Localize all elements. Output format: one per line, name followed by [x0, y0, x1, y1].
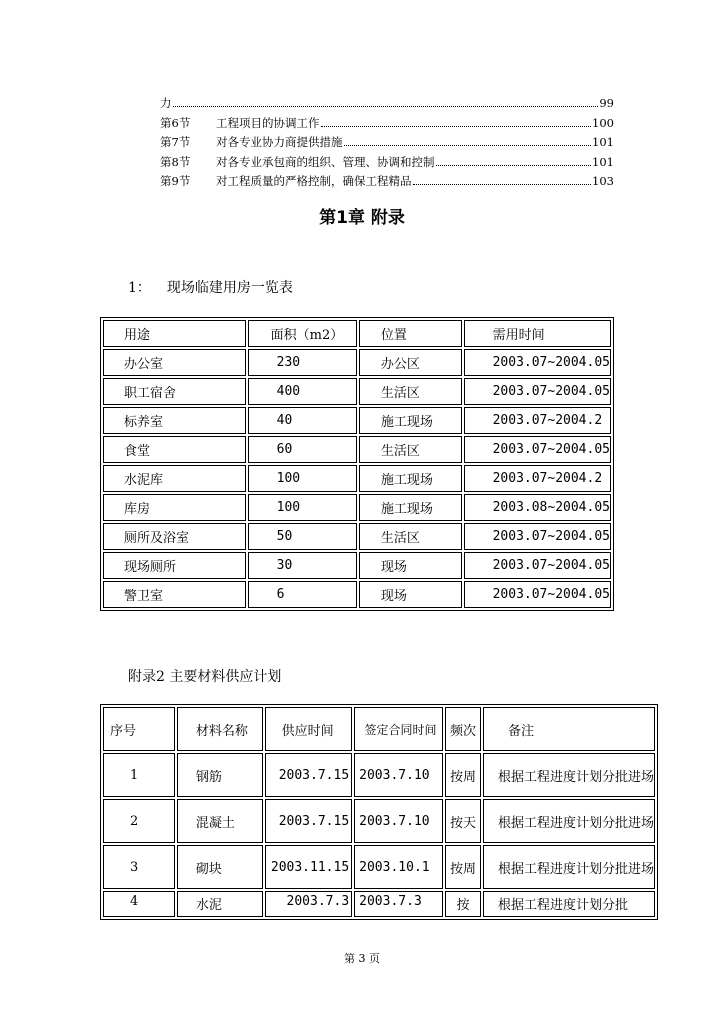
- section-title: 现场临建用房一览表: [166, 280, 293, 296]
- toc-leader-dots: [173, 105, 599, 107]
- section-number: 1：: [128, 280, 151, 296]
- toc-entry-page: 99: [599, 96, 614, 110]
- table-cell: 100: [248, 465, 357, 492]
- toc-entry-page: 101: [592, 135, 614, 149]
- table-cell: 库房: [103, 494, 246, 521]
- table-cell: 办公室: [103, 349, 246, 376]
- table-cell: 生活区: [359, 378, 462, 405]
- table-cell: 2003.07~2004.05: [464, 581, 611, 608]
- table-cell: 标养室: [103, 407, 246, 434]
- table-cell: 根据工程进度计划分批进场: [483, 799, 655, 843]
- table-cell: 根据工程进度计划分批进场: [483, 753, 655, 797]
- column-header: 面积（m2）: [248, 320, 357, 347]
- column-header: 备注: [483, 707, 655, 751]
- table-cell: 施工现场: [359, 407, 462, 434]
- column-header: 位置: [359, 320, 462, 347]
- table-header-row: [103, 320, 611, 347]
- table-cell: 2003.7.10: [354, 799, 443, 843]
- section-heading: 附录2 主要材料供应计划: [128, 669, 282, 685]
- table-cell: 50: [248, 523, 357, 550]
- table-cell: 按: [445, 891, 481, 917]
- table-row: [103, 552, 611, 579]
- table-cell: 2003.07~2004.05: [464, 349, 611, 376]
- toc-entry-page: 101: [592, 154, 614, 169]
- table-row: [103, 753, 655, 797]
- table-cell: 2003.07~2004.05: [464, 552, 611, 579]
- table-cell: 生活区: [359, 523, 462, 550]
- toc-entry-title: 力: [160, 96, 172, 110]
- materials-supply-table: [100, 704, 658, 920]
- table-cell: 40: [248, 407, 357, 434]
- toc-entry-page: 100: [592, 115, 614, 130]
- table-cell: 2003.7.10: [354, 753, 443, 797]
- page-footer: 第 3 页: [344, 952, 380, 965]
- table-cell: 现场: [359, 581, 462, 608]
- table-cell: 2003.11.15: [265, 845, 352, 889]
- table-cell: 2003.07~2004.05: [464, 378, 611, 405]
- column-header: 供应时间: [265, 707, 352, 751]
- table-cell: 2003.07~2004.2: [464, 465, 611, 492]
- column-header: 频次: [445, 707, 481, 751]
- table-cell: 2003.07~2004.05: [464, 436, 611, 463]
- table-row: [103, 436, 611, 463]
- table-cell: 230: [248, 349, 357, 376]
- column-header: 材料名称: [177, 707, 263, 751]
- table-cell: 按天: [445, 799, 481, 843]
- chapter-title: 第1章 附录: [319, 208, 405, 228]
- toc-entry-number: 第7节: [160, 135, 191, 149]
- table-row: [103, 799, 655, 843]
- table-cell: 2003.08~2004.05: [464, 494, 611, 521]
- table-cell: 砌块: [177, 845, 263, 889]
- table-cell: 400: [248, 378, 357, 405]
- table-cell: 2: [103, 799, 175, 843]
- table-cell: 按周: [445, 753, 481, 797]
- table-cell: 1: [103, 753, 175, 797]
- table-cell: 根据工程进度计划分批: [483, 891, 655, 917]
- table-cell: 办公区: [359, 349, 462, 376]
- toc-entry-number: 第8节: [160, 154, 191, 169]
- column-header: 序号: [103, 707, 175, 751]
- table-cell: 2003.7.3: [354, 891, 443, 917]
- table-cell: 生活区: [359, 436, 462, 463]
- toc-entry[interactable]: [160, 134, 614, 154]
- table-row: [103, 581, 611, 608]
- table-cell: 施工现场: [359, 494, 462, 521]
- table-row: [103, 407, 611, 434]
- toc-entry-title: 工程项目的协调工作: [216, 115, 320, 130]
- table-cell: 根据工程进度计划分批进场: [483, 845, 655, 889]
- table-cell: 食堂: [103, 436, 246, 463]
- table-cell: 2003.7.15: [265, 799, 352, 843]
- table-cell: 3: [103, 845, 175, 889]
- table-cell: 水泥: [177, 891, 263, 917]
- table-cell: 现场厕所: [103, 552, 246, 579]
- table-row: [103, 378, 611, 405]
- table-cell: 职工宿舍: [103, 378, 246, 405]
- toc-entry[interactable]: [160, 154, 614, 174]
- table-cell: 水泥库: [103, 465, 246, 492]
- toc-entry[interactable]: [160, 115, 614, 135]
- toc-entry-title: 对工程质量的严格控制，确保工程精品: [216, 174, 412, 188]
- table-row: [103, 349, 611, 376]
- table-cell: 2003.07~2004.05: [464, 523, 611, 550]
- toc-leader-dots: [344, 144, 592, 146]
- column-header: 用途: [103, 320, 246, 347]
- toc-entry-page: 103: [592, 174, 614, 188]
- toc-leader-dots: [413, 183, 592, 185]
- table-row: [103, 523, 611, 550]
- toc-entry[interactable]: [160, 173, 614, 193]
- table-row: [103, 891, 655, 917]
- toc-leader-dots: [436, 164, 592, 166]
- table-cell: 6: [248, 581, 357, 608]
- table-row: [103, 845, 655, 889]
- table-cell: 2003.10.1: [354, 845, 443, 889]
- table-cell: 按周: [445, 845, 481, 889]
- table-cell: 60: [248, 436, 357, 463]
- table-cell: 混凝土: [177, 799, 263, 843]
- toc-entry-title: 对各专业协力商提供措施: [216, 135, 343, 149]
- toc-entry-number: 第6节: [160, 115, 191, 130]
- table-cell: 2003.07~2004.2: [464, 407, 611, 434]
- table-cell: 现场: [359, 552, 462, 579]
- toc-leader-dots: [321, 125, 592, 127]
- table-cell: 100: [248, 494, 357, 521]
- table-cell: 2003.7.3: [265, 891, 352, 917]
- toc-entry-number: 第9节: [160, 174, 191, 188]
- table-cell: 厕所及浴室: [103, 523, 246, 550]
- table-cell: 2003.7.15: [265, 753, 352, 797]
- table-cell: 钢筋: [177, 753, 263, 797]
- toc-entry[interactable]: [160, 95, 614, 115]
- table-of-contents: [160, 95, 614, 193]
- table-cell: 施工现场: [359, 465, 462, 492]
- temporary-buildings-table: [100, 317, 614, 611]
- table-cell: 警卫室: [103, 581, 246, 608]
- table-header-row: [103, 707, 655, 751]
- column-header: 需用时间: [464, 320, 611, 347]
- column-header: 签定合同时间: [354, 707, 443, 751]
- table-cell: 4: [103, 891, 175, 917]
- table-row: [103, 465, 611, 492]
- table-cell: 30: [248, 552, 357, 579]
- toc-entry-title: 对各专业承包商的组织、管理、协调和控制: [216, 154, 435, 169]
- table-row: [103, 494, 611, 521]
- section-heading: [128, 277, 293, 297]
